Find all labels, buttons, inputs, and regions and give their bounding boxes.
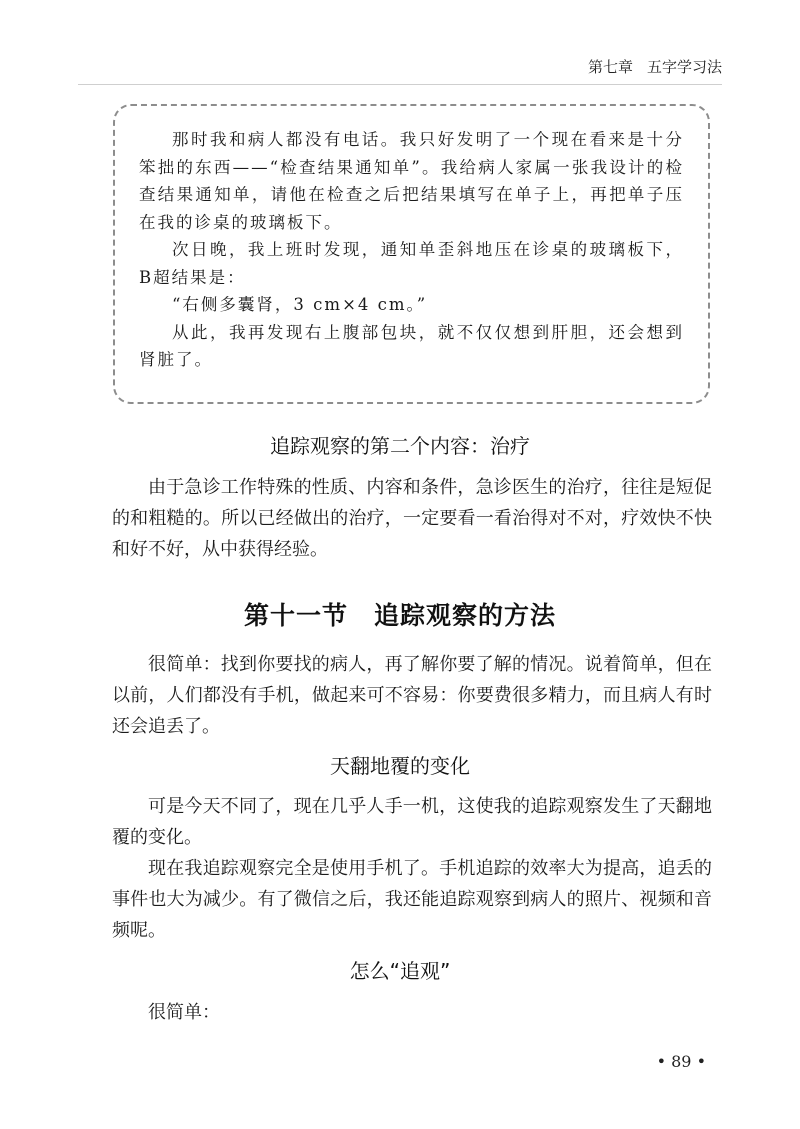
body-paragraph: 由于急诊工作特殊的性质、内容和条件，急诊医生的治疗，往往是短促的和粗糙的。所以已经做出的治疗，一定要看一看治得对不对，疗效快不快和好不好，从中获得经验。 — [112, 477, 712, 560]
subheading-how: 怎么“追观” — [349, 959, 451, 983]
running-header — [588, 56, 722, 77]
body-paragraph: 很简单：找到你要找的病人，再了解你要了解的情况。说着简单，但在以前，人们都没有手机，做起来可不容易：你要费很多精力，而且病人有时还会追丢了。 — [112, 654, 712, 737]
subheading-treatment: 追踪观察的第二个内容：治疗 — [270, 434, 530, 458]
header-rule — [78, 84, 722, 85]
subheading-change: 天翻地覆的变化 — [330, 754, 470, 778]
box-paragraph: “右侧多囊肾，3 cm×4 cm。” — [172, 295, 428, 314]
chapter-title: 五字学习法 — [646, 58, 722, 76]
body-paragraph: 很简单： — [148, 1002, 220, 1023]
box-paragraph: 那时我和病人都没有电话。我只好发明了一个现在看来是十分笨拙的东西——“检查结果通知单”。我给病人家属一张我设计的检查结果通知单，请他在检查之后把结果填写在单子上，再把单子压在我的诊桌的玻璃板下。 — [139, 130, 684, 232]
box-paragraph: 次日晚，我上班时发现，通知单歪斜地压在诊桌的玻璃板下，B超结果是： — [139, 240, 684, 287]
case-story-box — [113, 104, 710, 404]
body-paragraph: 现在我追踪观察完全是使用手机了。手机追踪的效率大为提高，追丢的事件也大为减少。有了微信之后，我还能追踪观察到病人的照片、视频和音频呢。 — [112, 858, 712, 941]
chapter-label: 第七章 — [587, 58, 633, 76]
box-paragraph: 从此，我再发现右上腹部包块，就不仅仅想到肝胆，还会想到肾脏了。 — [139, 322, 684, 369]
body-paragraph: 可是今天不同了，现在几乎人手一机，这使我的追踪观察发生了天翻地覆的变化。 — [112, 796, 712, 848]
page-number: • 89 • — [656, 1052, 706, 1071]
section-title: 第十一节 追踪观察的方法 — [243, 601, 556, 630]
